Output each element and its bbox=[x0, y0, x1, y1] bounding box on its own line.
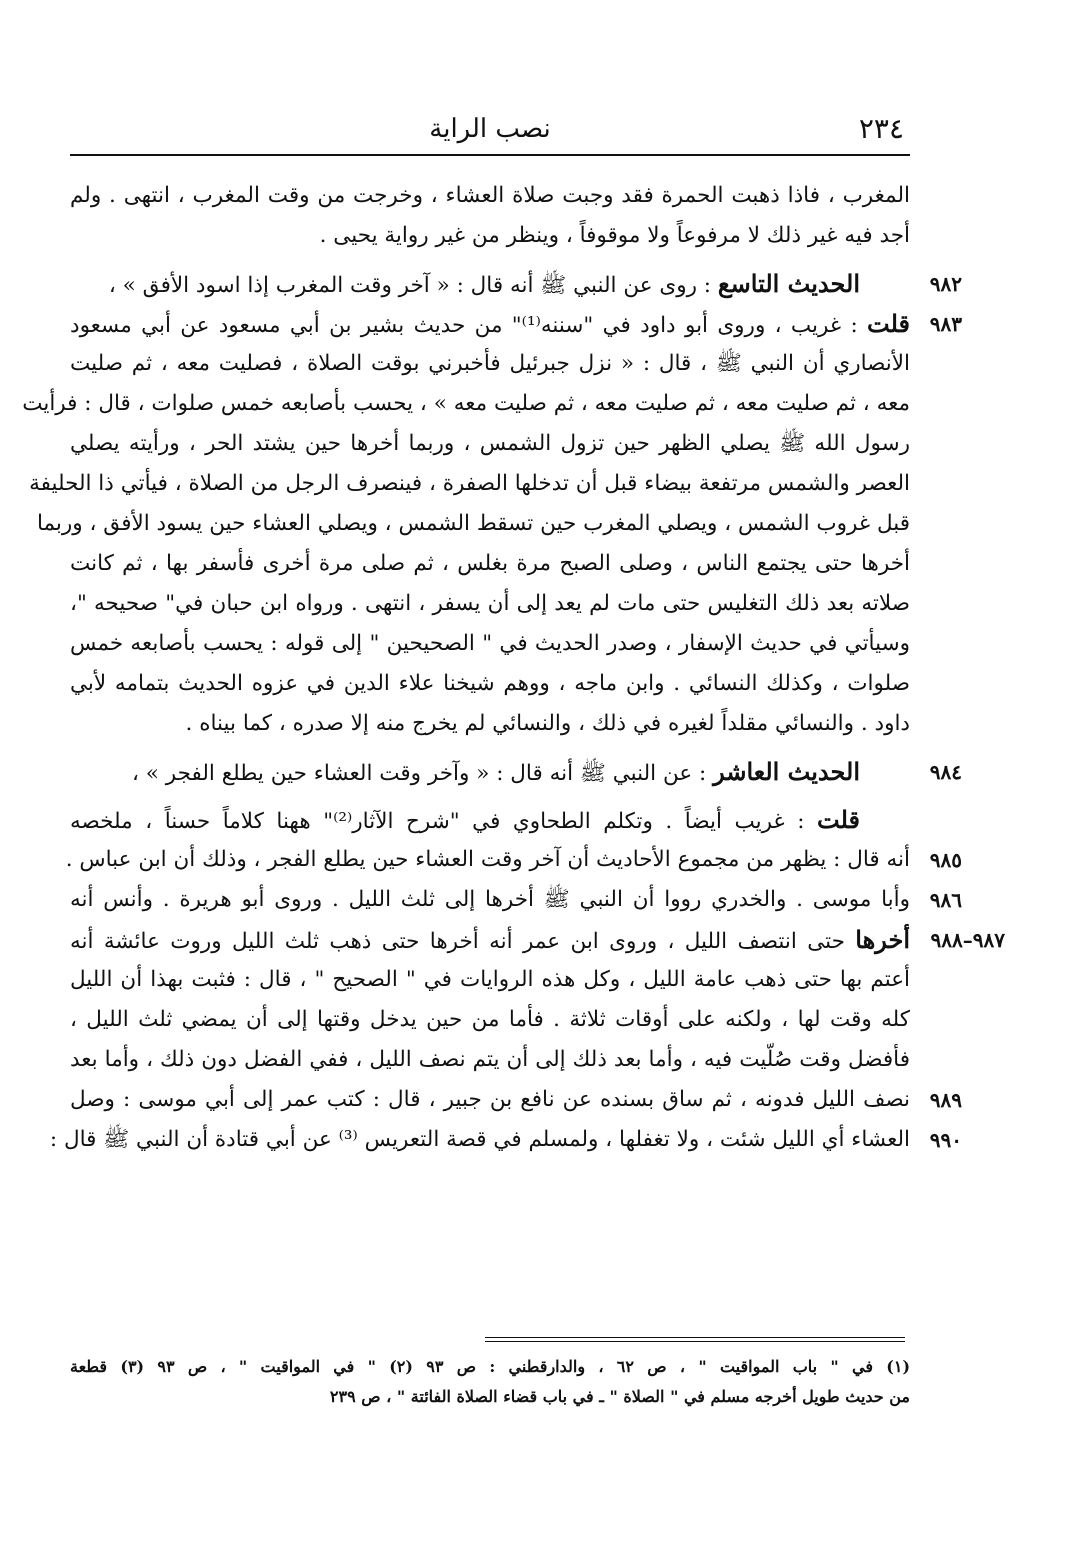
line-text: العشاء أي الليل شئت ، ولا تغفلها ، ولمسلم في قصة التعريس ⁽³⁾ عن أبي قتادة أن النبي ﷺ قال : bbox=[49, 1127, 910, 1152]
footnote-line: (١) في " باب المواقيت " ، ص ٦٢ ، والدارقطني : ص ٩٣ (٢) " في المواقيت " ، ص ٩٣ (٣) قطعة bbox=[70, 1357, 911, 1376]
footnote-line: من حديث طويل أخرجه مسلم في " الصلاة " ـ في باب قضاء الصلاة الفائتة " ، ص ٢٣٩ bbox=[329, 1387, 910, 1406]
text-line bbox=[70, 176, 910, 216]
footnote-divider bbox=[485, 1341, 905, 1342]
line-text: : روى عن النبي ﷺ أنه قال : « آخر وقت المغرب إذا اسود الأفق » ، bbox=[108, 273, 712, 298]
paragraph-number: ٩٨٩ bbox=[929, 1088, 962, 1112]
text-line bbox=[70, 624, 910, 664]
line-text: قبل غروب الشمس ، ويصلي المغرب حين تسقط الشمس ، ويصلي العشاء حين يسود الأفق ، وربما bbox=[36, 511, 910, 536]
line-text: كله وقت لها ، ولكنه على أوقات ثلاثة . فأما من حين يدخل وقتها إلى أن يمضي ثلث الليل ، bbox=[70, 1007, 910, 1032]
paragraph-number: ٩٨٧–٩٨٨ bbox=[930, 928, 1005, 952]
footnote-divider bbox=[485, 1337, 905, 1338]
page-number: ٢٣٤ bbox=[858, 112, 904, 145]
line-text: : عن النبي ﷺ أنه قال : « وآخر وقت العشاء حين يطلع الفجر » ، bbox=[131, 761, 707, 786]
line-text: المغرب ، فاذا ذهبت الحمرة فقد وجبت صلاة العشاء ، وخرجت من وقت المغرب ، انتهى . ولم bbox=[70, 183, 910, 208]
line-text: وسيأتي في حديث الإسفار ، وصدر الحديث في " الصحيحين " إلى قوله : يحسب بأصابعه خمس bbox=[70, 631, 910, 656]
text-line bbox=[70, 1040, 910, 1080]
text-line bbox=[70, 800, 910, 840]
footnotes bbox=[70, 1352, 910, 1412]
line-text: معه ، ثم صليت معه ، ثم صليت معه ، ثم صليت معه » ، يحسب بأصابعه خمس صلوات ، قال : فرأيت bbox=[22, 391, 910, 416]
section-lead: الحديث العاشر bbox=[713, 757, 860, 786]
paragraph-number: ٩٨٥ bbox=[929, 848, 962, 872]
hadith-heading-9 bbox=[70, 264, 962, 304]
paragraph-number: ٩٨٢ bbox=[929, 272, 962, 296]
text-line bbox=[70, 664, 910, 704]
line-text: صلوات ، وكذلك النسائي . وابن ماجه ، ووهم شيخنا علاء الدين في عزوه الحديث بتمامه لأبي bbox=[70, 671, 910, 696]
line-text: : غريب ، وروى أبو داود في "سننه⁽¹⁾" من حديث بشير بن أبي مسعود عن أبي مسعود bbox=[70, 313, 858, 338]
text-line bbox=[70, 544, 910, 584]
section-lead: أخرها bbox=[855, 925, 910, 954]
hadith-heading-10 bbox=[70, 752, 962, 792]
line-text: وأبا موسى . والخدري رووا أن النبي ﷺ أخرها إلى ثلث الليل . وروى أبو هريرة . وأنس أنه bbox=[70, 887, 910, 912]
paragraph-number: ٩٨٦ bbox=[929, 888, 962, 912]
line-text: نصف الليل فدونه ، ثم ساق بسنده عن نافع بن جبير ، قال : كتب عمر إلى أبي موسى : وصل bbox=[70, 1087, 910, 1112]
line-text: العصر والشمس مرتفعة بيضاء قبل أن تدخلها الصفرة ، فينصرف الرجل من الصلاة ، فيأتي ذا الحليفة bbox=[29, 471, 910, 496]
line-text: داود . والنسائي مقلداً لغيره في ذلك ، والنسائي لم يخرج منه إلا صدره ، كما بيناه . bbox=[185, 711, 910, 736]
section-lead: قلت bbox=[817, 805, 860, 834]
text-line bbox=[70, 704, 910, 744]
text-line bbox=[70, 584, 910, 624]
paragraph-number: ٩٩٠ bbox=[929, 1128, 962, 1152]
line-text: الأنصاري أن النبي ﷺ ، قال : « نزل جبرئيل فأخبرني بوقت الصلاة ، فصليت معه ، ثم صليت bbox=[70, 351, 910, 376]
text-line bbox=[70, 880, 962, 920]
line-text: أعتم بها حتى ذهب عامة الليل ، وكل هذه الروايات في " الصحيح " ، قال : فثبت بهذا أن الليل bbox=[70, 967, 910, 992]
text-line bbox=[70, 424, 910, 464]
line-text: رسول الله ﷺ يصلي الظهر حين تزول الشمس ، وربما أخرها حين يشتد الحر ، ورأيته يصلي bbox=[70, 431, 910, 456]
text-line bbox=[70, 304, 962, 344]
section-lead: قلت bbox=[867, 309, 910, 338]
text-line bbox=[70, 1000, 910, 1040]
text-line bbox=[29, 464, 910, 504]
paragraph-number: ٩٨٤ bbox=[929, 760, 962, 784]
line-text: صلاته بعد ذلك التغليس حتى مات لم يعد إلى أن يسفر ، انتهى . ورواه ابن حبان في" صحيحه "، bbox=[70, 591, 910, 616]
text-line bbox=[70, 216, 910, 256]
text-line bbox=[36, 504, 910, 544]
main-text bbox=[22, 176, 1005, 1160]
line-text: أنه قال : يظهر من مجموع الأحاديث أن آخر وقت العشاء حين يطلع الفجر ، وذلك أن ابن عباس . bbox=[65, 847, 910, 872]
running-title: نصب الراية bbox=[429, 114, 551, 144]
text-line bbox=[70, 1080, 962, 1120]
paragraph-number: ٩٨٣ bbox=[929, 312, 962, 336]
text-line bbox=[22, 384, 910, 424]
line-text: : غريب أيضاً . وتكلم الطحاوي في "شرح الآثار⁽²⁾" ههنا كلاماً حسناً ، ملخصه bbox=[70, 809, 805, 834]
line-text: أخرها حتى يجتمع الناس ، وصلى الصبح مرة بغلس ، ثم صلى مرة أخرى فأسفر بها ، ثم كانت bbox=[70, 551, 910, 576]
text-line bbox=[70, 960, 910, 1000]
text-line bbox=[49, 1120, 962, 1160]
section-lead: الحديث التاسع bbox=[717, 269, 860, 298]
text-line bbox=[70, 920, 1005, 960]
text-line bbox=[65, 840, 962, 880]
line-text: فأفضل وقت صُلّيت فيه ، وأما بعد ذلك إلى أن يتم نصف الليل ، ففي الفضل دون ذلك ، وأما بعد bbox=[70, 1047, 910, 1072]
page-header bbox=[70, 106, 910, 156]
line-text: حتى انتصف الليل ، وروى ابن عمر أنه أخرها حتى ذهب ثلث الليل وروت عائشة أنه bbox=[70, 929, 845, 954]
line-text: أجد فيه غير ذلك لا مرفوعاً ولا موقوفاً ، وينظر من غير رواية يحيى . bbox=[319, 223, 910, 248]
text-line bbox=[70, 344, 910, 384]
